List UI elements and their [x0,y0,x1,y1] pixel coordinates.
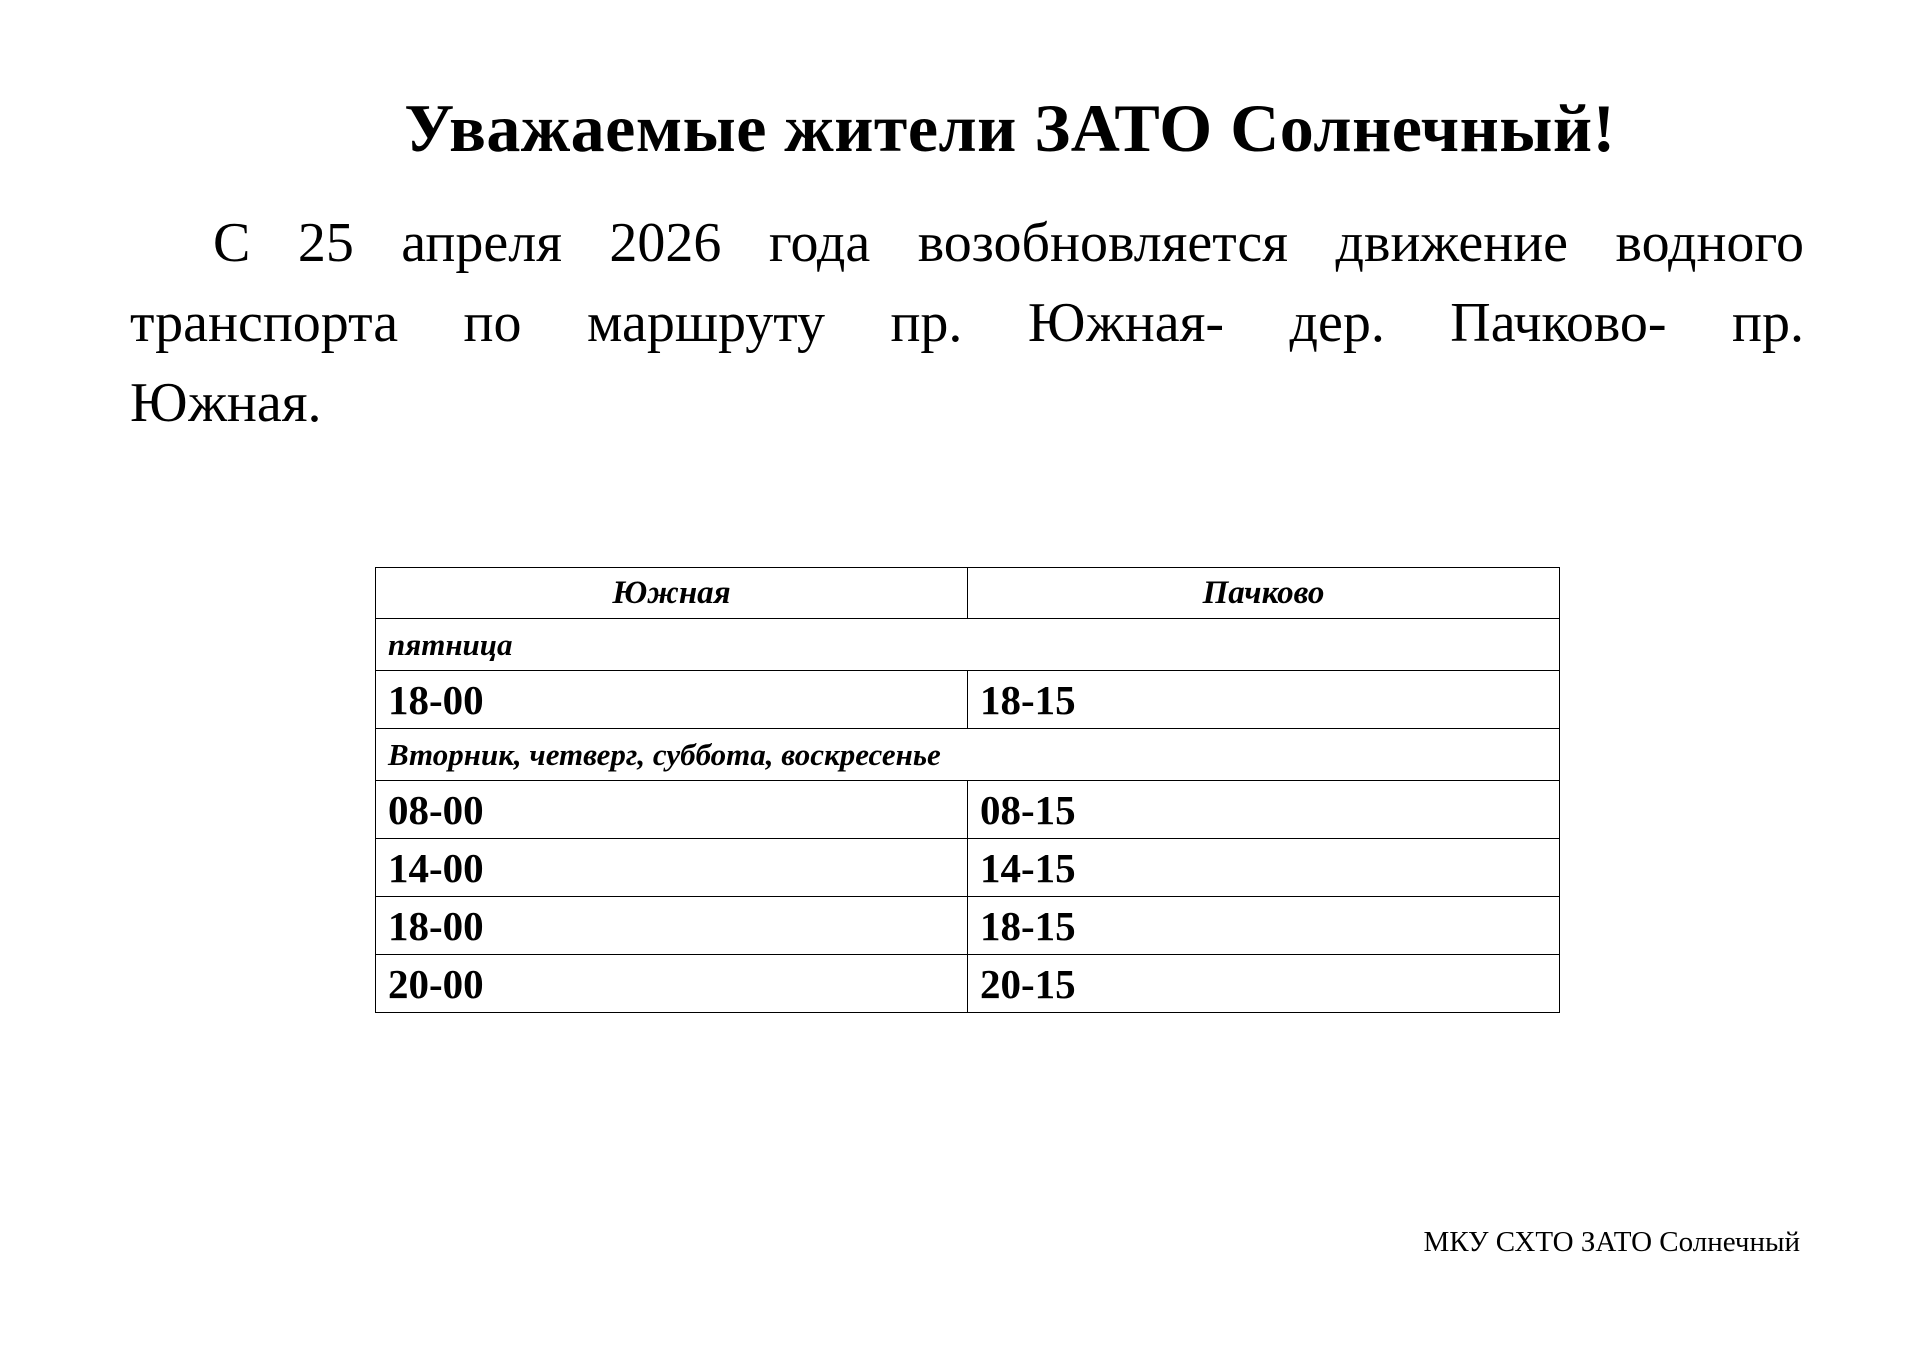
table-row [376,839,1560,897]
table-row [376,781,1560,839]
departure-yuzhnaya: 08-00 [376,781,968,839]
departure-yuzhnaya: 18-00 [376,897,968,955]
column-header-yuzhnaya: Южная [376,568,968,619]
day-group-label: Вторник, четверг, суббота, воскресенье [376,729,1560,781]
table-row [376,897,1560,955]
departure-pachkovo: 08-15 [968,781,1560,839]
departure-pachkovo: 20-15 [968,955,1560,1013]
departure-yuzhnaya: 14-00 [376,839,968,897]
day-group-label: пятница [376,619,1560,671]
table-row [376,671,1560,729]
departure-pachkovo: 18-15 [968,671,1560,729]
table-row [376,955,1560,1013]
announcement-line-1: С 25 апреля 2026 года возобновляется движение водного [213,212,1804,274]
announcement-text [130,203,1804,443]
schedule-table [375,567,1560,1013]
page-title: Уважаемые жители ЗАТО Солнечный! [404,90,1616,166]
announcement-line-2: транспорта по маршруту пр. Южная- дер. Пачково- пр. [130,292,1804,354]
departure-pachkovo: 14-15 [968,839,1560,897]
announcement-line-3: Южная. [130,372,322,434]
table-header-row [376,568,1560,619]
departure-yuzhnaya: 20-00 [376,955,968,1013]
day-group-row [376,729,1560,781]
departure-pachkovo: 18-15 [968,897,1560,955]
column-header-pachkovo: Пачково [968,568,1560,619]
departure-yuzhnaya: 18-00 [376,671,968,729]
footer-organization: МКУ СХТО ЗАТО Солнечный [1423,1226,1800,1258]
day-group-row [376,619,1560,671]
